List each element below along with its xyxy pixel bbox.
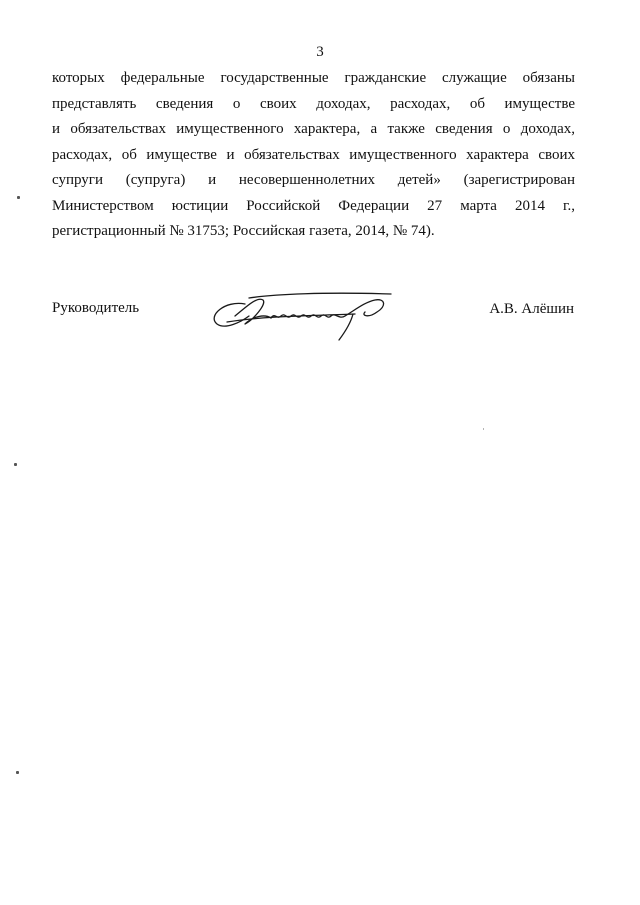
body-line-6: Министерством юстиции Российской Федерации 27 марта 2014 г., [52,197,575,214]
body-line-3: и обязательствах имущественного характера, а также сведения о доходах, [52,121,575,137]
signatory-title: Руководитель [52,300,140,316]
signatory-name: А.В. Алёшин [489,301,574,317]
signature-icon [205,286,400,346]
body-line-4: расходах, об имуществе и обязательствах имущественного характера своих [52,146,575,163]
body-line-1: которых федеральные государственные гражданские служащие обязаны [52,70,575,86]
body-paragraph [52,66,575,245]
scan-speck [14,463,17,466]
body-line-7: регистрационный № 31753; Российская газета, 2014, № 74). [52,223,435,239]
body-line-2: представлять сведения о своих доходах, расходах, об имуществе [52,95,575,112]
body-line-5: супруги (супруга) и несовершеннолетних детей» (зарегистрирован [52,172,575,188]
scan-speck [483,428,484,430]
page-number: 3 [316,44,324,60]
scan-speck [17,196,20,199]
scan-speck [16,771,19,774]
